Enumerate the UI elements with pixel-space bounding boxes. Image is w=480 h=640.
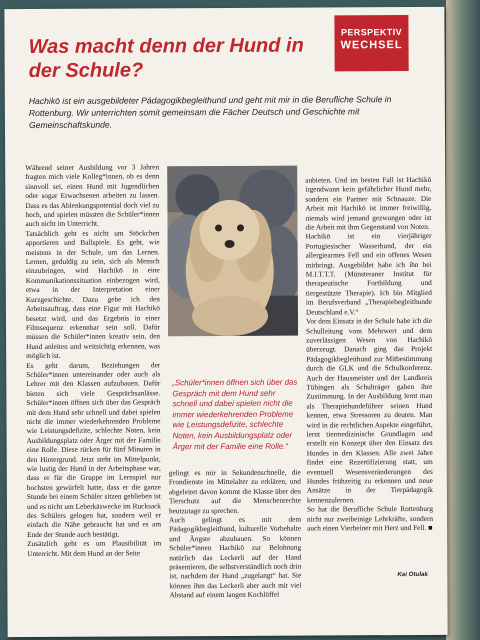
author-name: Kai Otulak xyxy=(397,570,428,579)
paragraph: So hat die Berufliche Schule Rottenburg nicht nur zweibeinige Lehrkräfte, sondern auch einen Vierbeiner mit Herz und Fell. ■ xyxy=(306,504,434,533)
section-badge xyxy=(334,15,408,71)
text-column-2 xyxy=(169,468,302,633)
dog-photo xyxy=(167,166,298,337)
dog-photo-illustration xyxy=(167,166,298,337)
text-column-1 xyxy=(25,162,161,633)
background-edge xyxy=(446,0,480,640)
badge-line-1: PERSPEKTIV xyxy=(340,27,403,38)
paragraph: Während seiner Ausbildung vor 3 Jahren fragten mich viele Kolleg*innen, ob es denn sinnvoll sei, einen Hund mit Jugendlichen oder sogar Erwachsenen arbeiten zu lassen. Dass es das Ablenkungspotential doch viel zu hoch, und spielen müssten die Schüler*innen auch nicht im Unterricht. xyxy=(25,162,160,229)
paragraph: Auch gelingt es mit dem Pädagogikbegleithund, kulturelle Vorbehalte und Ängste abzubauen. So können Schüler*innen Hachikō zur Belohnung natürlich das Leckerli auf der Hand präsentieren, die selbstverständlich noch drin ist, nachdem der Hund „zugelangt“ hat. Sie können ihm das Leckerli aber auch mit viel Abstand auf einem langen Kochlöffel xyxy=(169,514,302,600)
paragraph: Zusätzlich geht es um Plausibilität im Unterricht. Mit dem Hund an der Seite xyxy=(27,538,162,558)
badge-line-2: WECHSEL xyxy=(340,39,403,52)
text-column-3 xyxy=(305,175,433,556)
article-lead: Hachikō ist ein ausgebildeter Pädagogikbegleithund und geht mit mir in die Berufliche Schule in Rottenburg. Wir unterrichten somit gemeinsam die Fächer Deutsch und Geschichte mit Gemeinschaftskunde. xyxy=(28,94,392,131)
paragraph: Tatsächlich geht es nicht um Stöckchen apportieren und Ballspiele. Es geht, wie meistens in der Schule, um das Lernen. Lernen, geduldig zu sein, sich als Mensch einzubringen, wird Hachikō in eine Kommunikationssituation einbezogen wird, etwa in der Interpretation einer Kurzgeschichte. Dazu gebe ich den Arbeitsauftrag, dass eine Figur mit Hachikō besetzt wird, und das Ergebnis in einer Filmsequenz erkennbar sein soll. Dafür müssen die Schüler*innen kreativ sein, den Hund anleiten und weitsichtig erkennen, was möglich ist. xyxy=(25,228,161,361)
paragraph: Vor dem Einsatz in der Schule habe ich die Schulleitung vom Mehrwert und dem zuverlässigen Wesen von Hachikō überzeugt. Danach ging das Projekt Pädagogikbegleithund zur Mitbestimmung durch die GLK und die Schulkonferenz. Auch der Hausmeister und der Landkreis Tübingen als Schulträger gaben ihre Zustimmung. In der Ausbildung lernt man als Therapiehundeführer seinen Hund kennen, etwa Stressoren zu deuten. Man wird in die rechtlichen Aspekte eingeführt, lernt tiermedizinische Grundlagen und erstellt ein Konzept über den Einsatz des Hundes in den Klassen. Alle zwei Jahre findet eine Rezertifizierung statt, um eventuell Wesensveränderungen des Hundes frühzeitig zu erkennen und neue Ansätze in der Tierpädagogik kennenzulernen. xyxy=(305,316,433,505)
paragraph: Es geht darum, Beziehungen der Schüler*innen untereinander oder auch als Lehrer mit den Klassen aufzubauen. Dafür bieten sich viele Gesprächsanlässe. Schüler*innen öffnen sich über das Gespräch mit dem Hund sehr schnell und dabei spielen nicht die immer wiederkehrenden Probleme wie Leistungsdefizite, schlechte Noten, kein Ausbildungsplatz oder Ärger mit der Familie eine Rolle. Diese rücken für fünf Minuten in den Hintergrund. Jetzt steht im Mittelpunkt, wie lustig der Hund in der Arbeitsphase war, dass er für die Gruppe im Lernspiel nur hochsten gewürfelt hatte, dass er die ganze Stunde bei einem Schüler sitzen geblieben ist und es nicht um Leberkäswecke im Rucksack des Schülers gelogen hat, sondern weil er einfach die Nähe gebraucht hat und es am Ende der Stunde auch bestätigt. xyxy=(26,359,162,539)
pull-quote: „Schüler*innen öffnen sich über das Gespräch mit dem Hund sehr schnell und dabei spielen nicht die immer wiederkehrenden Probleme wie Leistungsdefizite, schlechte Noten, kein Ausbildungsplatz oder Ärger mit der Familie eine Rolle.“ xyxy=(172,377,298,451)
paragraph: gelingt es mir in Sekundenschnelle, die Frondienste im Mittelalter zu erklären, und abgeleitet davon kommt die Klasse über den Tierschutz auf die Menschenrechte heutzutage zu sprechen. xyxy=(168,467,301,515)
magazine-page xyxy=(4,7,447,637)
article-title: Was macht denn der Hund in der Schule? xyxy=(28,34,304,83)
paragraph: Hachikō ist ein vierjähriger Portugiesischer Wasserhund, der ein allergiearmes Fell und ein offenes Wesen mitbringt. Ausgebildet habe ich ihn bei M.I.T.T.T. (Münsteraner Institut für therapeutische Fortbildung und tiergestützte Therapie). Ich bin Mitglied im Berufsverband „Therapiebegleithunde Deutschland e.V.“ xyxy=(305,231,432,317)
paragraph: anbieten. Und im besten Fall ist Hachikō irgendwann kein gefährlicher Hund mehr, sondern ein Partner mit Schnauze. Die Arbeit mit Hachikō ist immer freiwillig, niemals wird jemand gezwungen oder ist die Arbeit mit ihm Gegenstand von Noten. xyxy=(305,174,432,232)
